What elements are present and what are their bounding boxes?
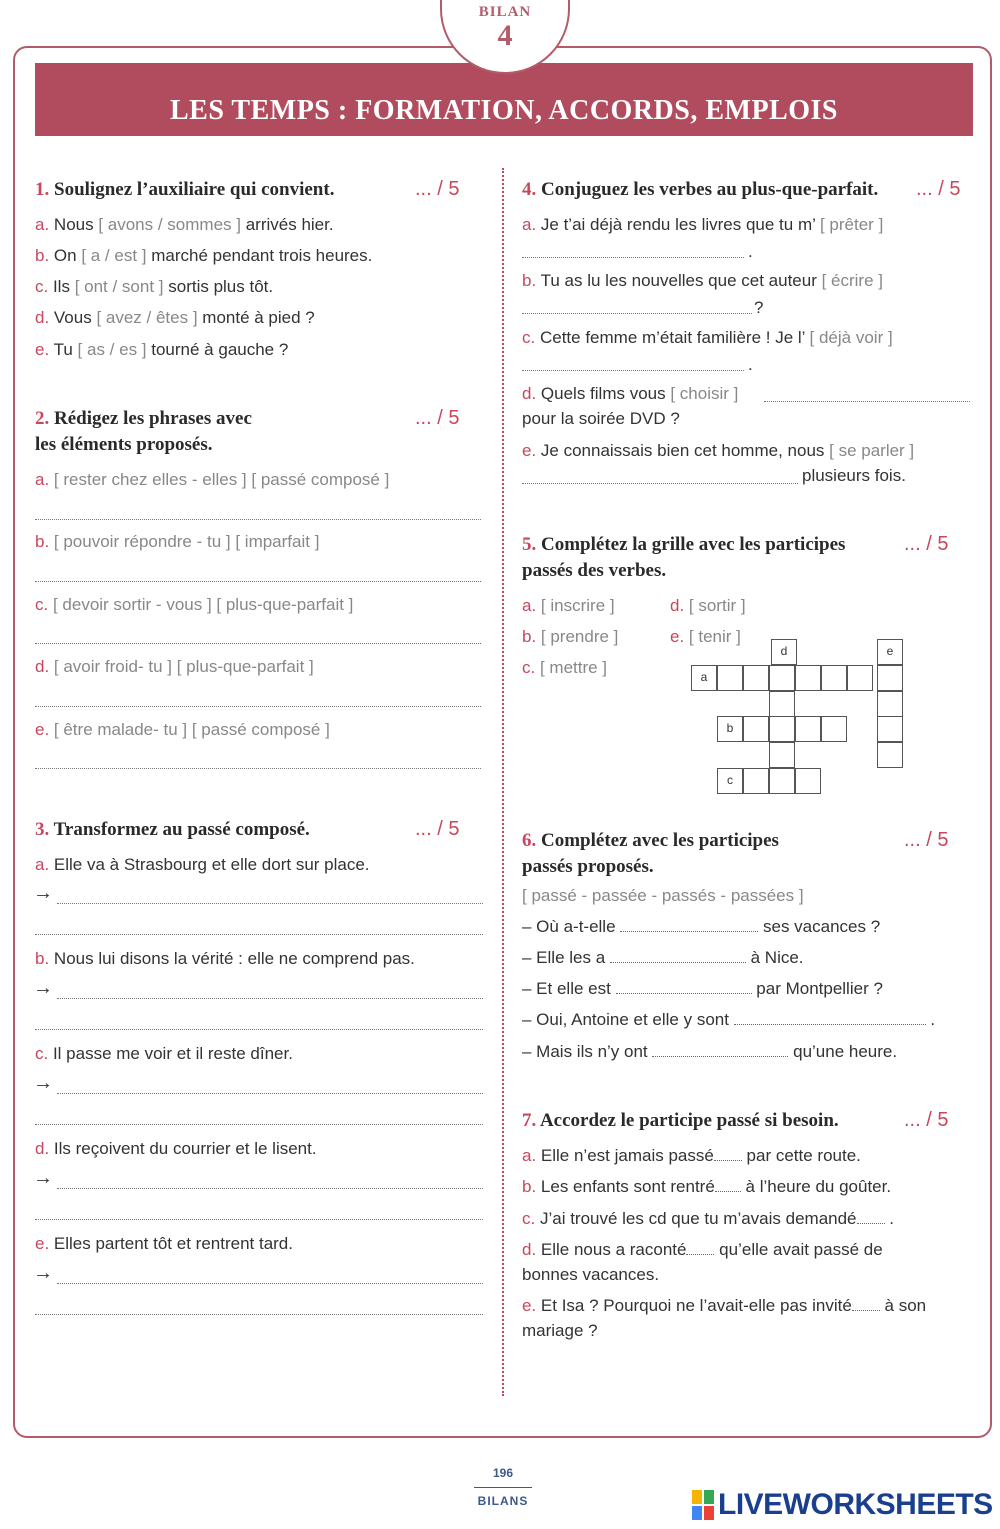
- ex5-item-d: d. [ sortir ]: [670, 596, 746, 615]
- ex2-answer-line-c[interactable]: [35, 643, 481, 644]
- ex4-end-d: pour la soirée DVD ?: [522, 409, 680, 428]
- ex3-item-e: e. Elles partent tôt et rentrent tard.: [35, 1234, 293, 1253]
- ex4-end-e: plusieurs fois.: [802, 466, 906, 485]
- grid-cell[interactable]: [821, 665, 847, 691]
- grid-cell[interactable]: [743, 665, 769, 691]
- ex6-blank-2[interactable]: [610, 947, 746, 963]
- ex3-score: ... / 5: [415, 818, 460, 840]
- ex4-item-b: b. Tu as lu les nouvelles que cet auteur [ écrire ]: [522, 271, 883, 290]
- ex6-blank-3[interactable]: [616, 978, 752, 994]
- liveworksheets-logo-icon: [692, 1490, 714, 1520]
- ex3-answer-line-c2[interactable]: [35, 1124, 483, 1125]
- ex3-answer-line-a1[interactable]: [57, 903, 483, 904]
- ex4-answer-d[interactable]: [764, 401, 970, 402]
- ex7-item-e: e. Et Isa ? Pourquoi ne l’avait-elle pas invité à son: [522, 1296, 927, 1315]
- ex6-options: [ passé - passée - passés - passées ]: [522, 886, 804, 905]
- grid-cell[interactable]: [743, 716, 769, 742]
- ex6-score: ... / 5: [904, 829, 949, 851]
- ex4-item-a: a. Je t’ai déjà rendu les livres que tu m’ [ prêter ]: [522, 215, 884, 234]
- ex2-item-b: b. [ pouvoir répondre - tu ] [ imparfait ]: [35, 532, 320, 551]
- ex7-item-b: b. Les enfants sont rentré à l’heure du goûter.: [522, 1177, 892, 1196]
- grid-cell[interactable]: [877, 716, 903, 742]
- grid-label-c: c: [717, 768, 743, 794]
- grid-cell[interactable]: [795, 716, 821, 742]
- ex1-item-a-options[interactable]: [ avons / sommes ]: [98, 215, 241, 234]
- ex4-answer-a[interactable]: [522, 257, 744, 258]
- ex2-score: ... / 5: [415, 407, 460, 429]
- ex3-item-d: d. Ils reçoivent du courrier et le lisent.: [35, 1139, 317, 1158]
- ex5-score: ... / 5: [904, 533, 949, 555]
- grid-label-b: b: [717, 716, 743, 742]
- ex3-answer-line-c1[interactable]: [57, 1093, 483, 1094]
- grid-cell[interactable]: [769, 691, 795, 717]
- grid-cell[interactable]: [795, 665, 821, 691]
- ex4-answer-e[interactable]: [522, 483, 798, 484]
- ex2-item-a: a. [ rester chez elles - elles ] [ passé composé ]: [35, 470, 390, 489]
- grid-cell[interactable]: [877, 742, 903, 768]
- ex3-item-a: a. Elle va à Strasbourg et elle dort sur place.: [35, 855, 370, 874]
- ex3-item-c: c. Il passe me voir et il reste dîner.: [35, 1044, 293, 1063]
- ex3-answer-line-d1[interactable]: [57, 1188, 483, 1189]
- grid-cell[interactable]: [769, 742, 795, 768]
- ex3-answer-line-a2[interactable]: [35, 934, 483, 935]
- arrow-icon: →: [33, 1167, 53, 1189]
- ex7-item-d-cont: bonnes vacances.: [522, 1265, 660, 1284]
- ex4-score: ... / 5: [916, 178, 961, 200]
- ex5-item-b: b. [ prendre ]: [522, 627, 619, 646]
- ex6-item-2: – Elle les a à Nice.: [522, 948, 804, 967]
- ex7-title: 7. Accordez le participe passé si besoin.: [522, 1110, 839, 1131]
- ex2-title: 2. Rédigez les phrases avec les éléments proposés.: [35, 408, 252, 455]
- grid-cell[interactable]: [847, 665, 873, 691]
- ex7-item-e-cont: mariage ?: [522, 1321, 598, 1340]
- ex1-score: ... / 5: [415, 178, 460, 200]
- ex6-blank-1[interactable]: [620, 916, 758, 932]
- ex1-title: 1. Soulignez l’auxiliaire qui convient.: [35, 179, 335, 200]
- ex4-end-b: ?: [754, 298, 764, 317]
- ex7-blank-c[interactable]: [857, 1208, 885, 1224]
- ex1-item-b: b. On [ a / est ] marché pendant trois heures.: [35, 246, 373, 265]
- ex4-title: 4. Conjuguez les verbes au plus-que-parfait.: [522, 179, 879, 200]
- ex7-item-d: d. Elle nous a raconté qu’elle avait passé de: [522, 1240, 883, 1259]
- ex5-item-c: c. [ mettre ]: [522, 658, 608, 677]
- ex4-item-e: e. Je connaissais bien cet homme, nous [ se parler ]: [522, 441, 915, 460]
- ex1-item-c-options[interactable]: [ ont / sont ]: [74, 277, 164, 296]
- ex2-answer-line-d[interactable]: [35, 706, 481, 707]
- ex4-answer-b[interactable]: [522, 313, 752, 314]
- ex3-title: 3. Transformez au passé composé.: [35, 819, 310, 840]
- ex7-item-a: a. Elle n’est jamais passé par cette route.: [522, 1146, 861, 1165]
- brand-name: LIVEWORKSHEETS: [718, 1488, 993, 1521]
- footer-rule: [474, 1487, 532, 1488]
- ex5-title: 5. Complétez la grille avec les participes passés des verbes.: [522, 534, 846, 581]
- ex2-item-d: d. [ avoir froid- tu ] [ plus-que-parfait ]: [35, 657, 314, 676]
- ex6-blank-5[interactable]: [652, 1041, 788, 1057]
- grid-label-a: a: [691, 665, 717, 691]
- ex6-item-4: – Oui, Antoine et elle y sont .: [522, 1010, 936, 1029]
- ex2-answer-line-e[interactable]: [35, 768, 481, 769]
- grid-cell[interactable]: [769, 665, 795, 691]
- ex6-item-3: – Et elle est par Montpellier ?: [522, 979, 883, 998]
- arrow-icon: →: [33, 1072, 53, 1094]
- arrow-icon: →: [33, 977, 53, 999]
- ex2-item-e: e. [ être malade- tu ] [ passé composé ]: [35, 720, 330, 739]
- ex3-item-b: b. Nous lui disons la vérité : elle ne comprend pas.: [35, 949, 415, 968]
- ex1-item-d-options[interactable]: [ avez / êtes ]: [96, 308, 198, 327]
- ex2-item-c: c. [ devoir sortir - vous ] [ plus-que-parfait ]: [35, 595, 354, 614]
- column-divider: [502, 168, 504, 1396]
- grid-cell[interactable]: [717, 665, 743, 691]
- ex7-blank-e[interactable]: [852, 1295, 880, 1311]
- ex3-answer-line-e2[interactable]: [35, 1314, 483, 1315]
- ex3-answer-line-d2[interactable]: [35, 1219, 483, 1220]
- section-label: BILANS: [477, 1494, 529, 1508]
- grid-cell[interactable]: [877, 665, 903, 691]
- ex4-end-c: .: [748, 355, 753, 374]
- ex1-item-d: d. Vous [ avez / êtes ] monté à pied ?: [35, 308, 315, 327]
- ex7-blank-b[interactable]: [715, 1176, 741, 1192]
- ex6-item-5: – Mais ils n’y ont qu’une heure.: [522, 1042, 898, 1061]
- grid-label-e: e: [877, 639, 903, 665]
- ex6-item-1: – Où a-t-elle ses vacances ?: [522, 917, 881, 936]
- ex1-item-e-options[interactable]: [ as / es ]: [77, 340, 147, 359]
- grid-cell[interactable]: [769, 716, 795, 742]
- ex5-item-a: a. [ inscrire ]: [522, 596, 615, 615]
- ex4-item-d: d. Quels films vous [ choisir ]: [522, 384, 739, 403]
- grid-cell[interactable]: [769, 768, 795, 794]
- ex6-title: 6. Complétez avec les participes passés proposés.: [522, 830, 779, 877]
- ex1-item-a: a. Nous [ avons / sommes ] arrivés hier.: [35, 215, 334, 234]
- ex4-end-a: .: [748, 242, 753, 261]
- arrow-icon: →: [33, 1262, 53, 1284]
- grid-cell[interactable]: [743, 768, 769, 794]
- page-number: 196: [492, 1466, 514, 1480]
- ex7-score: ... / 5: [904, 1109, 949, 1131]
- grid-cell[interactable]: [795, 768, 821, 794]
- ex1-item-b-options[interactable]: [ a / est ]: [81, 246, 147, 265]
- grid-cell[interactable]: [821, 716, 847, 742]
- ex6-blank-4[interactable]: [734, 1009, 926, 1025]
- arrow-icon: →: [33, 882, 53, 904]
- ex3-answer-line-b1[interactable]: [57, 998, 483, 999]
- ex3-answer-line-e1[interactable]: [57, 1283, 483, 1284]
- page-title: LES TEMPS : FORMATION, ACCORDS, EMPLOIS: [170, 95, 838, 126]
- ex7-item-c: c. J’ai trouvé les cd que tu m’avais demandé .: [522, 1209, 894, 1228]
- bilan-label: BILAN: [478, 4, 532, 20]
- grid-label-d: d: [771, 639, 797, 665]
- ex3-answer-line-b2[interactable]: [35, 1029, 483, 1030]
- ex2-answer-line-b[interactable]: [35, 581, 481, 582]
- ex1-item-e: e. Tu [ as / es ] tourné à gauche ?: [35, 340, 289, 359]
- ex2-answer-line-a[interactable]: [35, 519, 481, 520]
- ex1-item-c: c. Ils [ ont / sont ] sortis plus tôt.: [35, 277, 274, 296]
- ex4-answer-c[interactable]: [522, 370, 744, 371]
- bilan-number: 4: [497, 19, 513, 52]
- ex5-item-e: e. [ tenir ]: [670, 627, 741, 646]
- ex4-item-c: c. Cette femme m’était familière ! Je l’ [ déjà voir ]: [522, 328, 893, 347]
- ex7-blank-a[interactable]: [714, 1145, 742, 1161]
- ex7-blank-d[interactable]: [686, 1239, 714, 1255]
- grid-cell[interactable]: [877, 691, 903, 717]
